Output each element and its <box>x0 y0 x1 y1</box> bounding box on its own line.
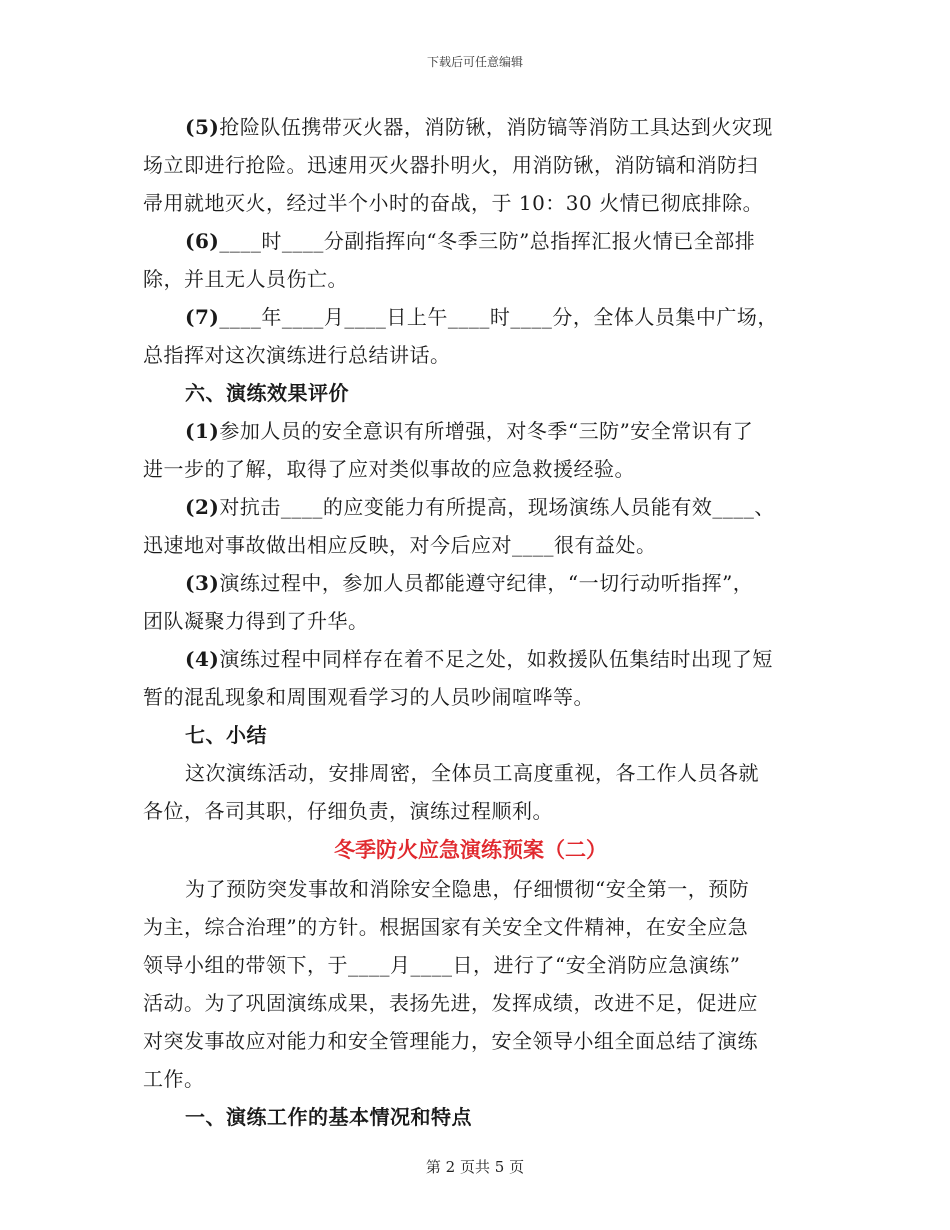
paragraph-line <box>143 564 808 602</box>
line-text: 对突发事故应对能力和安全管理能力，安全领导小组全面总结了演练 <box>143 1029 758 1053</box>
paragraph-line <box>143 488 808 526</box>
line-text: 工作。 <box>143 1067 205 1091</box>
page-header: 下载后可任意编辑 <box>426 55 523 69</box>
document-body <box>143 108 808 1136</box>
line-text: 迅速地对事故做出相应反映，对今后应对____很有益处。 <box>143 533 657 557</box>
item-number: (1) <box>185 419 220 443</box>
line-text: 领导小组的带领下，于____月____日，进行了“安全消防应急演练” <box>143 953 741 977</box>
line-text: 各位，各司其职，仔细负责，演练过程顺利。 <box>143 799 553 823</box>
line-text: ____时____分副指挥向“冬季三防”总指挥汇报火情已全部排 <box>219 229 756 253</box>
paragraph-line <box>143 946 808 984</box>
paragraph-line <box>143 602 808 640</box>
document-title: 冬季防火应急演练预案（二） <box>334 837 607 862</box>
line-text: 参加人员的安全意识有所增强，对冬季“三防”安全常识有了 <box>219 419 754 443</box>
paragraph-line <box>143 146 808 184</box>
line-text: 对抗击____的应变能力有所提高，现场演练人员能有效____、 <box>219 495 775 519</box>
item-number: (6) <box>185 229 220 253</box>
line-text: 暂的混乱现象和周围观看学习的人员吵闹喧哗等。 <box>143 685 594 709</box>
paragraph-line <box>143 870 808 908</box>
line-text: 演练过程中，参加人员都能遵守纪律，“一切行动听指挥”， <box>219 571 754 595</box>
item-number: (3) <box>185 571 220 595</box>
paragraph-line <box>143 908 808 946</box>
paragraph <box>143 298 808 374</box>
line-text: 这次演练活动，安排周密，全体员工高度重视，各工作人员各就 <box>185 761 759 785</box>
paragraph-line <box>143 1022 808 1060</box>
paragraph-line <box>143 298 808 336</box>
paragraph-line <box>143 108 808 146</box>
line-text: 总指挥对这次演练进行总结讲话。 <box>143 343 451 367</box>
paragraph <box>143 564 808 640</box>
line-text: 进一步的了解，取得了应对类似事故的应急救援经验。 <box>143 457 635 481</box>
paragraph <box>143 870 808 1098</box>
paragraph-line <box>143 450 808 488</box>
item-number: (2) <box>185 495 220 519</box>
paragraph <box>143 412 808 488</box>
paragraph <box>143 754 808 830</box>
line-text: 活动。为了巩固演练成果，表扬先进，发挥成绩，改进不足，促进应 <box>143 991 758 1015</box>
paragraph-line <box>143 1060 808 1098</box>
paragraph <box>143 640 808 716</box>
line-text: 场立即进行抢险。迅速用灭火器扑明火，用消防锹，消防镐和消防扫 <box>143 153 758 177</box>
paragraph-line <box>143 222 808 260</box>
item-number: (4) <box>185 647 220 671</box>
line-text: 除，并且无人员伤亡。 <box>143 267 348 291</box>
section-heading: 一、演练工作的基本情况和特点 <box>185 1105 472 1129</box>
line-text: 为主，综合治理”的方针。根据国家有关安全文件精神，在安全应急 <box>143 915 749 939</box>
line-text: 演练过程中同样存在着不足之处，如救援队伍集结时出现了短 <box>219 647 773 671</box>
line-text: 团队凝聚力得到了升华。 <box>143 609 369 633</box>
line-text: ____年____月____日上午____时____分，全体人员集中广场， <box>219 305 778 329</box>
paragraph <box>143 488 808 564</box>
paragraph-line <box>143 184 808 222</box>
item-number: (5) <box>185 115 220 139</box>
section-heading: 七、小结 <box>185 723 267 747</box>
paragraph-line <box>143 260 808 298</box>
paragraph <box>143 222 808 298</box>
page-footer: 第 2 页共 5 页 <box>425 1158 525 1176</box>
item-number: (7) <box>185 305 220 329</box>
line-text: 抢险队伍携带灭火器，消防锹，消防镐等消防工具达到火灾现 <box>219 115 773 139</box>
line-text: 帚用就地灭火，经过半个小时的奋战，于 10：30 火情已彻底排除。 <box>143 191 764 215</box>
paragraph-line <box>143 754 808 792</box>
paragraph-line <box>143 678 808 716</box>
paragraph-line <box>143 412 808 450</box>
paragraph-line <box>143 984 808 1022</box>
paragraph-line <box>143 792 808 830</box>
paragraph <box>143 108 808 222</box>
line-text: 为了预防突发事故和消除安全隐患，仔细惯彻“安全第一，预防 <box>185 877 750 901</box>
paragraph-line <box>143 640 808 678</box>
section-heading: 六、演练效果评价 <box>185 381 349 405</box>
paragraph-line <box>143 526 808 564</box>
paragraph-line <box>143 336 808 374</box>
